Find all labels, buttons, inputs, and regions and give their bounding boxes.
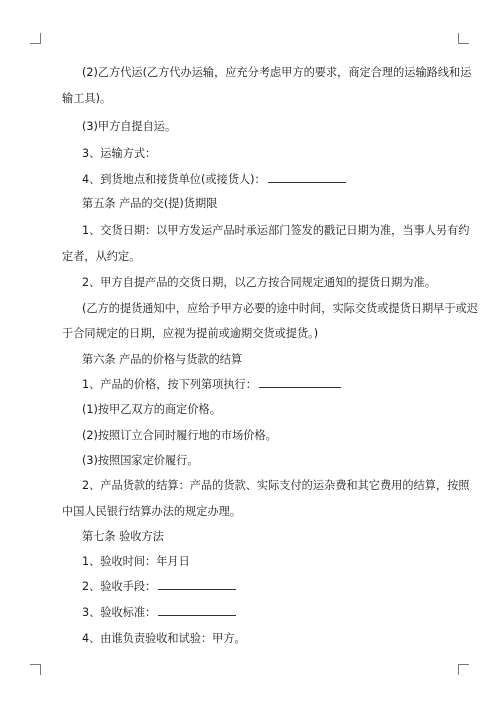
crop-mark-top-right bbox=[458, 33, 469, 44]
fill-in-blank bbox=[158, 614, 236, 616]
paragraph-text: 3、验收标准： bbox=[82, 606, 157, 619]
paragraph-line bbox=[62, 479, 470, 493]
paragraph-line bbox=[62, 606, 236, 620]
crop-mark-bottom-left bbox=[30, 664, 41, 675]
paragraph-text: 2、产品货款的结算：产品的货款、实际支付的运杂费和其它费用的结算，按照 bbox=[82, 479, 470, 492]
paragraph-text: 2、验收手段： bbox=[82, 580, 157, 593]
paragraph-text: 4、到货地点和接货单位(或接货人)： bbox=[82, 173, 266, 186]
paragraph-text: 于合同规定的日期，应视为提前或逾期交货或提货。) bbox=[62, 327, 319, 340]
section-heading-text: 第六条 产品的价格与货款的结算 bbox=[82, 353, 243, 366]
section-heading-text: 第七条 验收方法 bbox=[82, 530, 164, 543]
paragraph-text: 中国人民银行结算办法的规定办理。 bbox=[62, 505, 242, 518]
paragraph-line bbox=[62, 92, 111, 106]
paragraph-text: 3、运输方式： bbox=[82, 147, 157, 160]
paragraph-line bbox=[62, 147, 156, 161]
fill-in-blank bbox=[259, 386, 341, 388]
paragraph-text: (乙方的提货通知中，应给予甲方必要的途中时间，实际交货或提货日期早于或迟 bbox=[82, 302, 478, 315]
paragraph-text: (2)按照订立合同时履行地的市场价格。 bbox=[82, 429, 277, 442]
paragraph-line bbox=[62, 378, 341, 392]
section-heading bbox=[62, 197, 217, 211]
paragraph-line bbox=[62, 173, 346, 187]
paragraph-text: (3)按照国家定价履行。 bbox=[82, 454, 199, 467]
paragraph-text: 1、验收时间：年月日 bbox=[82, 555, 190, 568]
paragraph-line bbox=[62, 66, 471, 80]
paragraph-text: 1、产品的价格，按下列第项执行： bbox=[82, 378, 257, 391]
paragraph-line bbox=[62, 632, 246, 646]
paragraph-line bbox=[62, 224, 470, 238]
paragraph-text: 1、交货日期：以甲方发运产品时承运部门签发的戳记日期为准，当事人另有约 bbox=[82, 224, 470, 237]
fill-in-blank bbox=[268, 181, 346, 183]
paragraph-line bbox=[62, 454, 199, 468]
paragraph-line bbox=[62, 327, 318, 341]
paragraph-text: (2)乙方代运(乙方代办运输，应充分考虑甲方的要求，商定合理的运输路线和运 bbox=[82, 66, 472, 79]
section-heading bbox=[62, 530, 164, 544]
paragraph-text: (3)甲方自提自运。 bbox=[82, 120, 177, 133]
paragraph-line bbox=[62, 505, 241, 519]
paragraph-line bbox=[62, 250, 140, 264]
paragraph-line bbox=[62, 120, 176, 134]
paragraph-text: (1)按甲乙双方的商定价格。 bbox=[82, 403, 221, 416]
paragraph-line bbox=[62, 276, 436, 290]
crop-mark-top-left bbox=[30, 33, 41, 44]
paragraph-line bbox=[62, 555, 190, 569]
paragraph-text: 4、由谁负责验收和试验：甲方。 bbox=[82, 632, 246, 645]
paragraph-line bbox=[62, 302, 478, 316]
paragraph-text: 输工具)。 bbox=[62, 92, 112, 105]
paragraph-text: 2、甲方自提产品的交货日期，以乙方按合同规定通知的提货日期为准。 bbox=[82, 276, 436, 289]
crop-mark-bottom-right bbox=[458, 664, 469, 675]
section-heading-text: 第五条 产品的交(提)货期限 bbox=[82, 197, 218, 210]
paragraph-text: 定者，从约定。 bbox=[62, 250, 141, 263]
fill-in-blank bbox=[158, 588, 236, 590]
paragraph-line bbox=[62, 429, 277, 443]
section-heading bbox=[62, 353, 242, 367]
paragraph-line bbox=[62, 403, 221, 417]
paragraph-line bbox=[62, 580, 236, 594]
